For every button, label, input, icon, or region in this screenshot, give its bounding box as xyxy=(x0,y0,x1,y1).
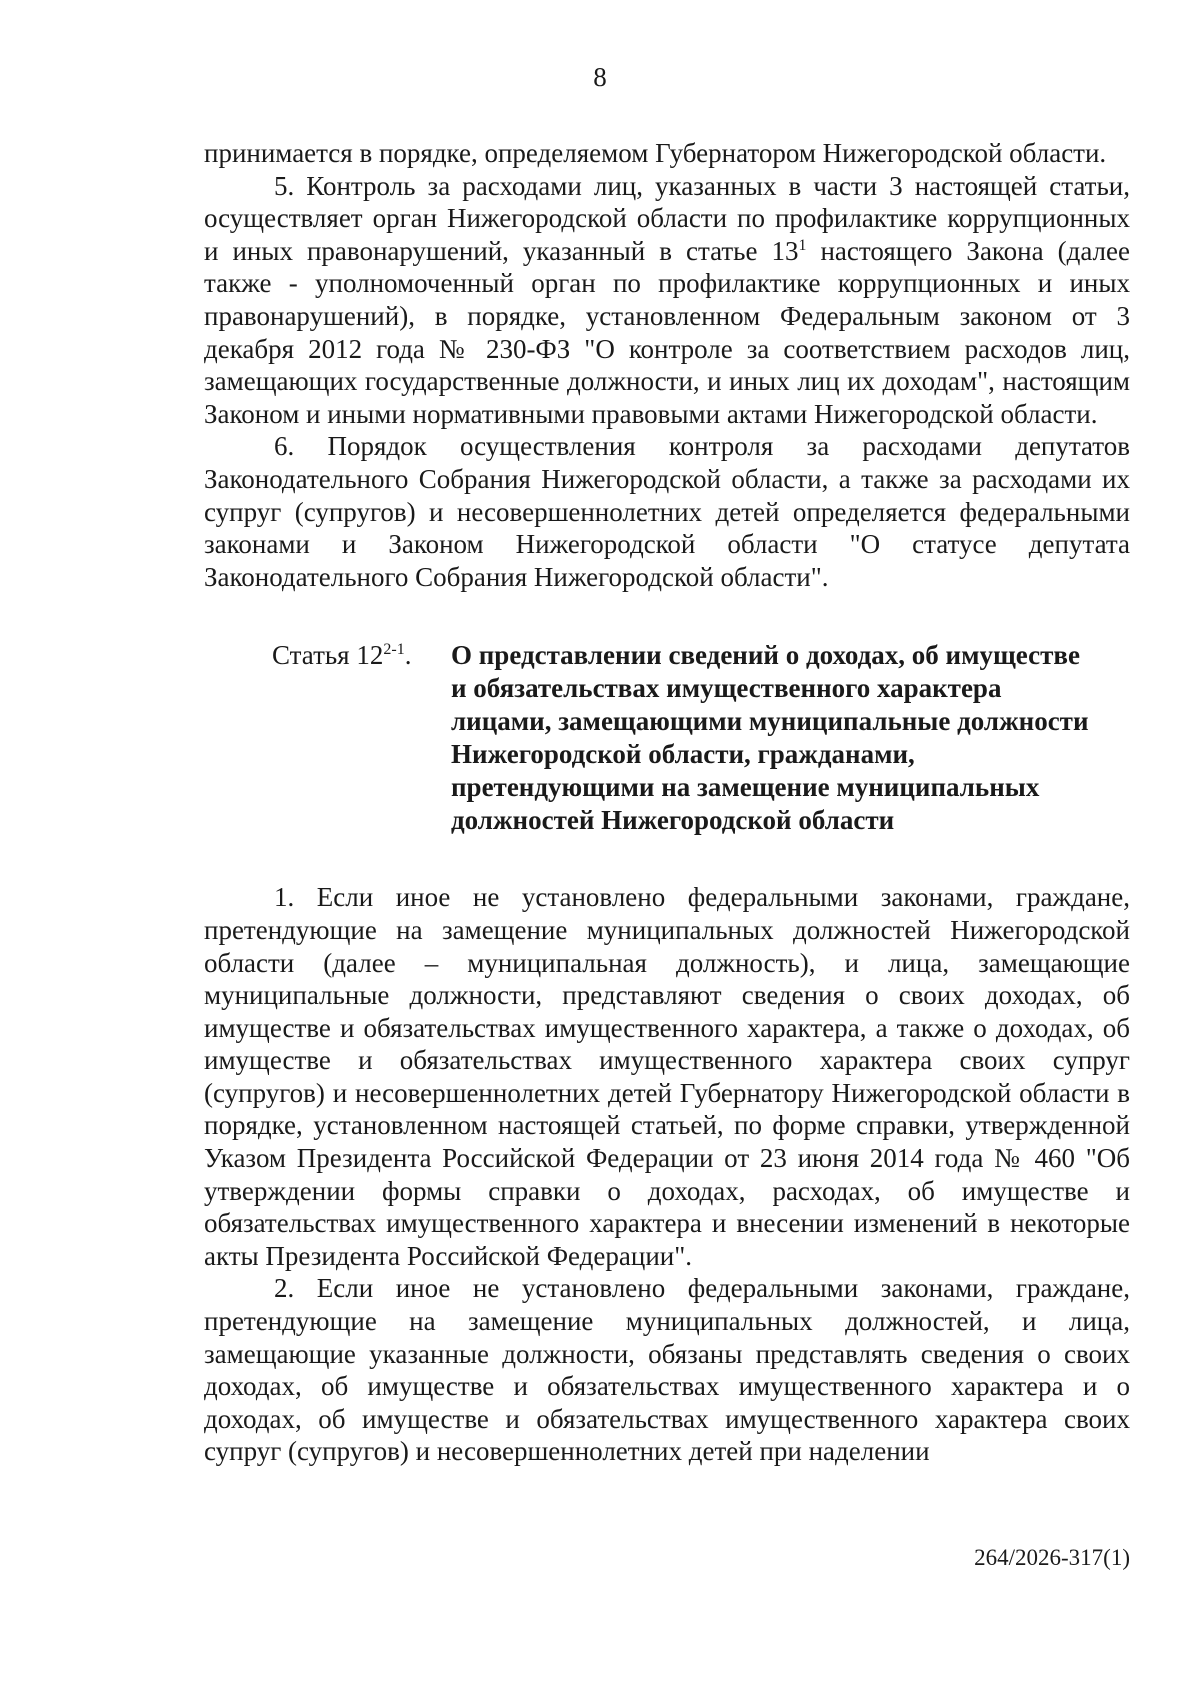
paragraph-5-superscript: 1 xyxy=(798,236,807,254)
paragraph-6: 6. Порядок осуществления контроля за расходами депутатов Законодательного Собрания Нижегородской области, а также за расходами их супруг (супругов) и несовершеннолетних детей определяется федеральными законами и Законом Нижегородской области "О статусе депутата Законодательного Собрания Нижегородской области". xyxy=(204,431,1130,592)
paragraph-5-text-start: 5. Контроль за расходами лиц, указанных в части 3 настоящей статьи, осуществляет орган Нижегородской области по профилактике коррупционных и иных правонарушений, указанный в статье 13 xyxy=(204,170,1130,266)
page-number: 8 xyxy=(593,62,607,92)
article-label xyxy=(204,639,451,837)
article-label-superscript: 2-1 xyxy=(383,641,405,659)
document-code: 264/2026-317(1) xyxy=(974,1545,1130,1570)
document-body xyxy=(204,137,1130,1468)
article-paragraph-1: 1. Если иное не установлено федеральными законами, граждане, претендующие на замещение муниципальных должностей Нижегородской области (далее – муниципальная должность), и лица, замещающие муниципальные должности, представляют сведения о своих доходах, об имуществе и обязательствах имущественного характера, а также о доходах, об имуществе и обязательствах имущественного характера своих супруг (супругов) и несовершеннолетних детей Губернатору Нижегородской области в порядке, установленном настоящей статьей, по форме справки, утвержденной Указом Президента Российской Федерации от 23 июня 2014 года № 460 "Об утверждении формы справки о доходах, расходах, об имуществе и обязательствах имущественного характера и внесении изменений в некоторые акты Президента Российской Федерации". xyxy=(204,882,1130,1271)
article-label-prefix: Статья 12 xyxy=(272,640,384,671)
paragraph-5-text-end: настоящего Закона (далее также - уполномоченный орган по профилактике коррупционных и иных правонарушений), в порядке, установленном Федеральным законом от 3 декабря 2012 года № 230-ФЗ "О контроле за соответствием расходов лиц, замещающих государственные должности, и иных лиц их доходам", настоящим Законом и иными нормативными правовыми актами Нижегородской области. xyxy=(204,235,1130,429)
paragraph-5 xyxy=(204,170,1130,431)
paragraph-continuation: принимается в порядке, определяемом Губернатором Нижегородской области. xyxy=(204,138,1107,168)
article-paragraph-2: 2. Если иное не установлено федеральными законами, граждане, претендующие на замещение муниципальных должностей, и лица, замещающие указанные должности, обязаны представлять сведения о своих доходах, об имуществе и обязательствах имущественного характера и о доходах, об имуществе и обязательствах имущественного характера своих супруг (супругов) и несовершеннолетних детей при наделении xyxy=(204,1273,1130,1467)
article-heading xyxy=(204,639,1130,837)
article-label-suffix: . xyxy=(404,640,412,671)
article-title: О представлении сведений о доходах, об имуществе и обязательствах имущественного характера лицами, замещающими муниципальные должности Нижегородской области, гражданами, претендующими на замещение муниципальных должностей Нижегородской области xyxy=(451,640,1089,836)
